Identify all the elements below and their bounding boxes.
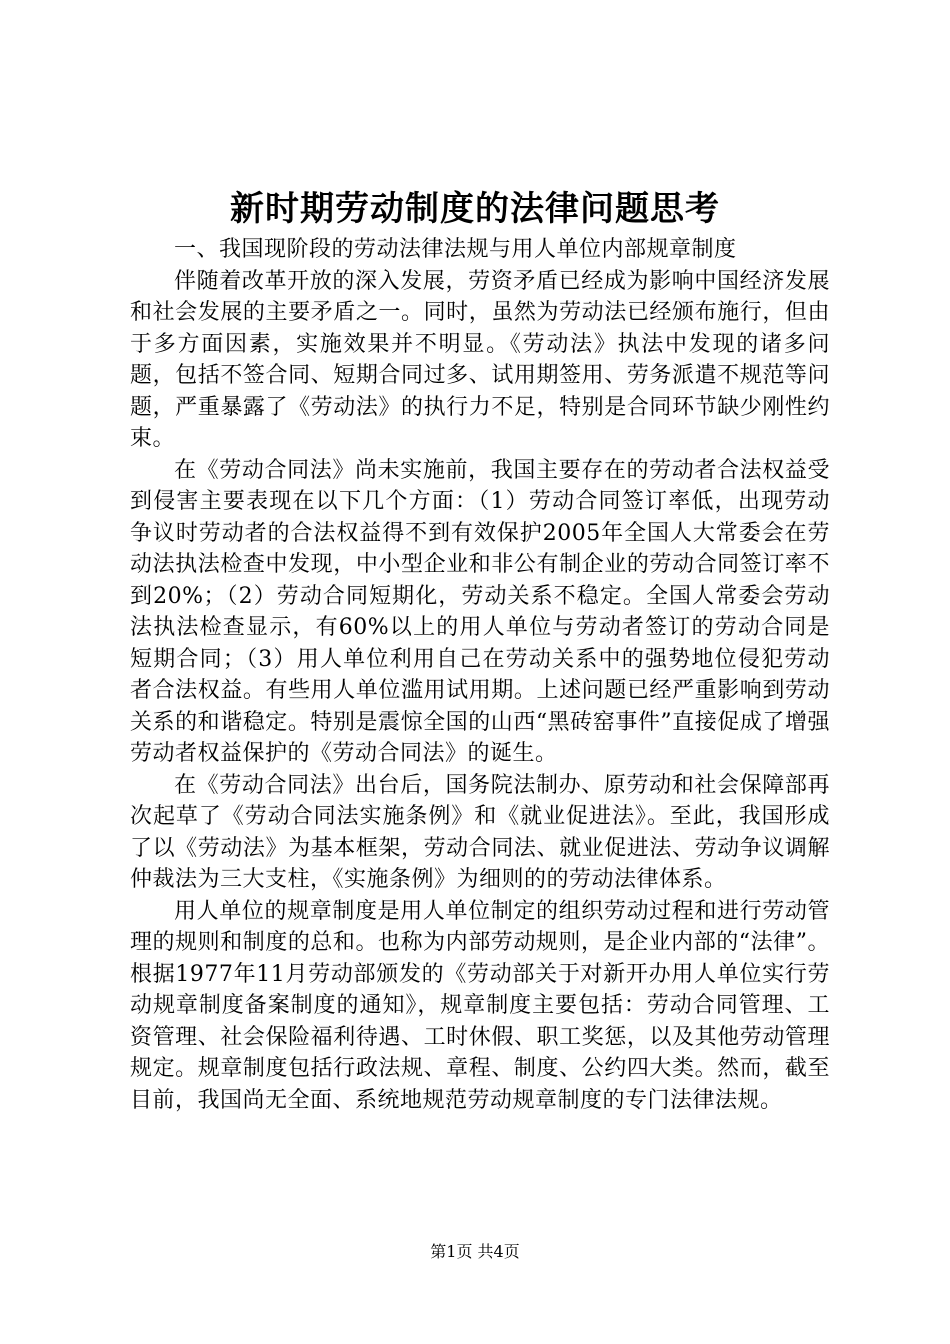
paragraph: 在《劳动合同法》出台后，国务院法制办、原劳动和社会保障部再次起草了《劳动合同法实施条例》和《就业促进法》。至此，我国形成了以《劳动法》为基本框架，劳动合同法、就业促进法、劳动争议调解仲裁法为三大支柱，《实施条例》为细则的的劳动法律体系。 bbox=[130, 772, 830, 892]
section-heading: 一、我国现阶段的劳动法律法规与用人单位内部规章制度 bbox=[174, 237, 737, 262]
document-body bbox=[130, 234, 830, 1116]
page-footer: 第1页 共4页 bbox=[430, 1242, 520, 1261]
document-title: 新时期劳动制度的法律问题思考 bbox=[230, 189, 720, 229]
paragraph: 伴随着改革开放的深入发展，劳资矛盾已经成为影响中国经济发展和社会发展的主要矛盾之一。同时，虽然为劳动法已经颁布施行，但由于多方面因素，实施效果并不明显。《劳动法》执法中发现的诸多问题，包括不签合同、短期合同过多、试用期签用、劳务派遣不规范等问题，严重暴露了《劳动法》的执行力不足，特别是合同环节缺少刚性约束。 bbox=[130, 268, 830, 451]
paragraph: 在《劳动合同法》尚未实施前，我国主要存在的劳动者合法权益受到侵害主要表现在以下几个方面：（1）劳动合同签订率低，出现劳动争议时劳动者的合法权益得不到有效保护2005年全国人大常委会在劳动法执法检查中发现，中小型企业和非公有制企业的劳动合同签订率不到20%；（2）劳动合同短期化，劳动关系不稳定。全国人常委会劳动法执法检查显示，有60%以上的用人单位与劳动者签订的劳动合同是短期合同；（3）用人单位利用自己在劳动关系中的强势地位侵犯劳动者合法权益。有些用人单位滥用试用期。上述问题已经严重影响到劳动关系的和谐稳定。特别是震惊全国的山西“黑砖窑事件”直接促成了增强劳动者权益保护的《劳动合同法》的诞生。 bbox=[130, 457, 830, 766]
paragraph: 用人单位的规章制度是用人单位制定的组织劳动过程和进行劳动管理的规则和制度的总和。也称为内部劳动规则，是企业内部的“法律”。根据1977年11月劳动部颁发的《劳动部关于对新开办用人单位实行劳动规章制度备案制度的通知》，规章制度主要包括：劳动合同管理、工资管理、社会保险福利待遇、工时休假、职工奖惩，以及其他劳动管理规定。规章制度包括行政法规、章程、制度、公约四大类。然而，截至目前，我国尚无全面、系统地规范劳动规章制度的专门法律法规。 bbox=[130, 898, 830, 1113]
